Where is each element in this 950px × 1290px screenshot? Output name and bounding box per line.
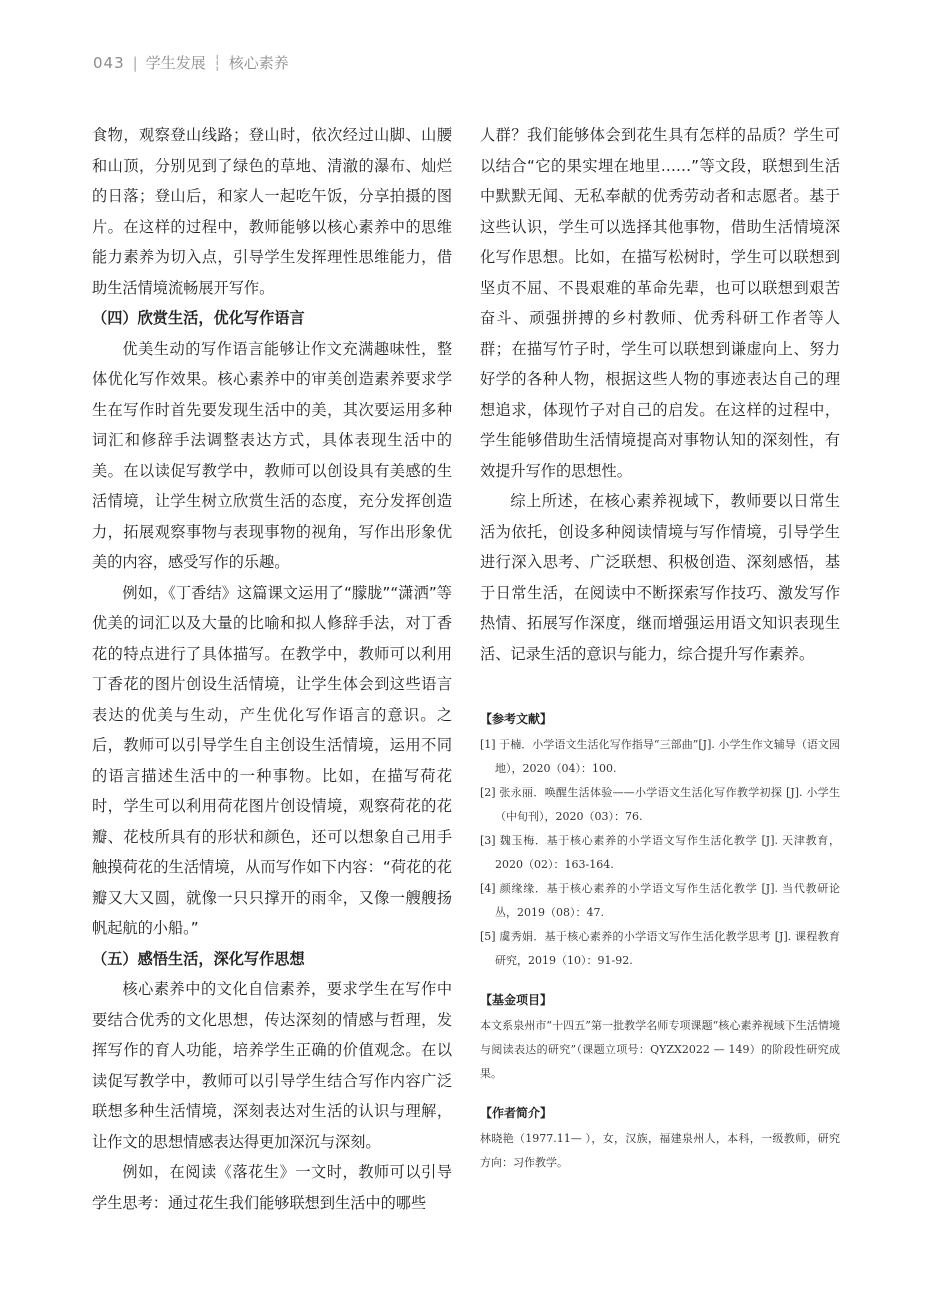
author-text: 林晓艳（1977.11— ），女，汉族，福建泉州人，本科，一级教师，研究方向：习作教学。 (480, 1132, 840, 1169)
body-paragraph: 例如，《丁香结》这篇课文运用了“朦胧”“潇洒”等优美的词汇以及大量的比喻和拟人修辞手法，对丁香花的特点进行了具体描写。在教学中，教师可以利用丁香花的图片创设生活情境，让学生体会到这些语言表达的优美与生动，产生优化写作语言的意识。之后，教师可以引导学生自主创设生活情境，运用不同的语言描述生活中的一种事物。比如，在描写荷花时，学生可以利用荷花图片创设情境，观察荷花的花瓣、花枝所具有的形状和颜色，还可以想象自己用手触摸荷花的生活情境，从而写作如下内容：“荷花的花瓣又大又圆，就像一只只撑开的雨伞，又像一艘艘扬帆起航的小船。” (92, 583, 452, 937)
running-header (93, 52, 289, 73)
references-title: 【参考文献】 (480, 712, 553, 726)
body-paragraph: 例如，在阅读《落花生》一文时，教师可以引导学生思考：通过花生我们能够联想到生活中的哪些 (92, 1163, 452, 1212)
right-column (480, 120, 840, 669)
reference-item: [1] 于楠．小学语文生活化写作指导“三部曲”[J]. 小学生作文辅导（语文园地），2020（04）：100. (480, 738, 840, 775)
reference-item: [5] 虞秀娟．基于核心素养的小学语文写作生活化教学思考 [J]. 课程教育研究，2019（10）：91-92. (480, 930, 840, 967)
fund-text: 本文系泉州市“十四五”第一批教学名师专项课题“核心素养视域下生活情境与阅读表达的研究”（课题立项号：QYZX2022 — 149）的阶段性研究成果。 (480, 1019, 840, 1080)
references-section (480, 710, 840, 973)
header-divider: | (132, 53, 138, 72)
body-paragraph: 核心素养中的文化自信素养，要求学生在写作中要结合优秀的文化思想，传达深刻的情感与哲理，发挥写作的育人功能，培养学生正确的价值观念。在以读促写教学中，教师可以引导学生结合写作内容广泛联想多种生活情境，深刻表达对生活的认识与理解，让作文的思想情感表达得更加深沉与深刻。 (92, 980, 452, 1151)
fund-section (480, 991, 840, 1086)
reference-item: [4] 颜缘缘．基于核心素养的小学语文写作生活化教学 [J]. 当代教研论丛，2019（08）：47. (480, 882, 840, 919)
fund-title: 【基金项目】 (480, 993, 553, 1007)
page-number: 043 (93, 53, 125, 72)
section-heading: （五）感悟生活，深化写作思想 (92, 949, 305, 968)
body-paragraph: 优美生动的写作语言能够让作文充满趣味性，整体优化写作效果。核心素养中的审美创造素养要求学生在写作时首先要发现生活中的美，其次要运用多种词汇和修辞手法调整表达方式，具体表现生活中的美。在以读促写教学中，教师可以创设具有美感的生活情境，让学生树立欣赏生活的态度，充分发挥创造力，拓展观察事物与表现事物的视角，写作出形象优美的内容，感受写作的乐趣。 (92, 339, 452, 571)
header-section: 学生发展 (145, 54, 206, 72)
section-heading: （四）欣赏生活，优化写作语言 (92, 309, 305, 327)
left-column (92, 120, 452, 1218)
author-section (480, 1104, 840, 1175)
body-paragraph: 综上所述，在核心素养视域下，教师要以日常生活为依托，创设多种阅读情境与写作情境，引导学生进行深入思考、广泛联想、积极创造、深刻感悟，基于日常生活，在阅读中不断探索写作技巧、激发写作热情、拓展写作深度，继而增强运用语文知识表现生活、记录生活的意识与能力，综合提升写作素养。 (480, 492, 840, 663)
author-title: 【作者简介】 (480, 1106, 553, 1120)
header-dotted-divider: ┆ (212, 53, 222, 72)
reference-item: [3] 魏玉梅．基于核心素养的小学语文写作生活化教学 [J]. 天津教育，2020（02）：163-164. (480, 834, 840, 871)
back-matter (480, 710, 840, 1193)
header-subsection: 核心素养 (228, 54, 289, 72)
reference-item: [2] 张永丽．唤醒生活体验——小学语文生活化写作教学初探 [J]. 小学生（中旬刊），2020（03）：76. (480, 786, 840, 823)
body-paragraph: 食物，观察登山线路；登山时，依次经过山脚、山腰和山顶，分别见到了绿色的草地、清澈的瀑布、灿烂的日落；登山后，和家人一起吃午饭，分享拍摄的图片。在这样的过程中，教师能够以核心素养中的思维能力素养为切入点，引导学生发挥理性思维能力，借助生活情境流畅展开写作。 (92, 126, 452, 297)
body-paragraph: 人群？我们能够体会到花生具有怎样的品质？学生可以结合“它的果实埋在地里……”等文段，联想到生活中默默无闻、无私奉献的优秀劳动者和志愿者。基于这些认识，学生可以选择其他事物，借助生活情境深化写作思想。比如，在描写松树时，学生可以联想到坚贞不屈、不畏艰难的革命先辈，也可以联想到艰苦奋斗、顽强拼搏的乡村教师、优秀科研工作者等人群；在描写竹子时，学生可以联想到谦虚向上、努力好学的各种人物，根据这些人物的事迹表达自己的理想追求，体现竹子对自己的启发。在这样的过程中，学生能够借助生活情境提高对事物认知的深刻性，有效提升写作的思想性。 (480, 126, 840, 480)
